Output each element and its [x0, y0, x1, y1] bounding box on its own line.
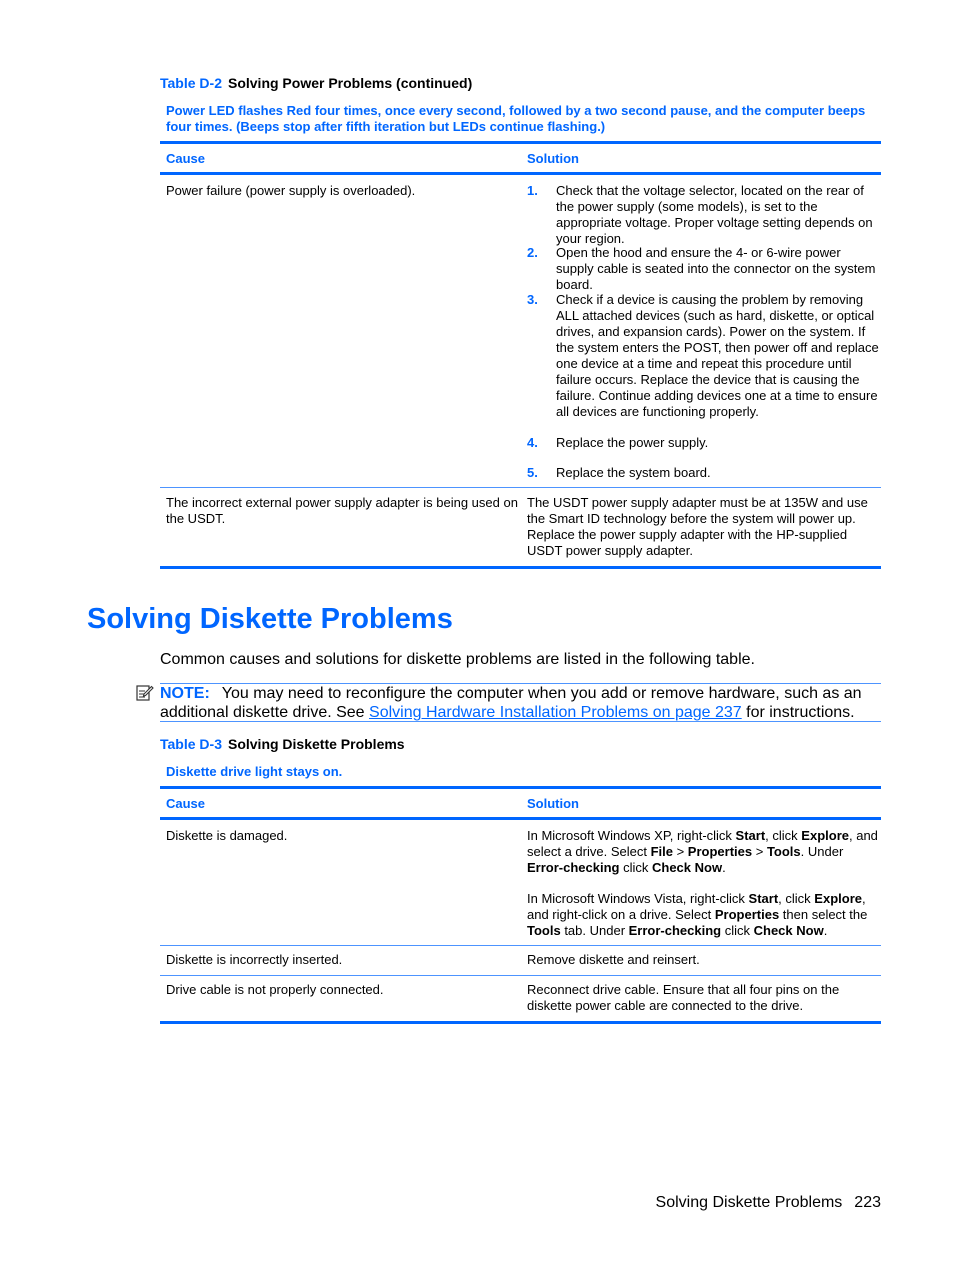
- table-d2-label: Table D-2: [160, 75, 222, 91]
- table-d3-caption: [160, 736, 405, 752]
- table-d3-xp-solution: [527, 828, 881, 876]
- step-text: Replace the power supply.: [556, 435, 709, 450]
- step-number: 4.: [527, 435, 538, 450]
- text-run: then select the: [779, 907, 868, 922]
- page-number: 223: [854, 1194, 881, 1211]
- bold-run: Start: [748, 891, 779, 906]
- bold-run: File: [650, 844, 673, 859]
- table-d3-top-rule: [160, 786, 881, 789]
- bold-run: Explore: [814, 891, 862, 906]
- table-d3-vista-solution: [527, 891, 881, 939]
- table-d3-row-divider-2: [160, 975, 881, 976]
- step-text: Check that the voltage selector, located on the rear of the power supply (some models), is set to the appropriate voltage. Proper voltage setting depends on your region.: [556, 183, 873, 246]
- bold-run: Properties: [714, 907, 780, 922]
- table-d2-condition: Power LED flashes Red four times, once every second, followed by a two second pause, and the computer beeps four times. (Beeps stop after fifth iteration but LEDs continue flashing.): [166, 103, 866, 134]
- step-3: [527, 292, 881, 420]
- table-d2-bottom-rule: [160, 566, 881, 569]
- page-title: Solving Diskette Problems: [87, 603, 453, 635]
- text-run: tab. Under: [560, 923, 629, 938]
- bold-run: Properties: [687, 844, 753, 859]
- text-run: >: [672, 844, 688, 859]
- text-run: . Under: [800, 844, 844, 859]
- text-run: , and right-click on a drive. Select: [527, 891, 866, 922]
- table-d3-row1-cause: Diskette is damaged.: [166, 828, 288, 843]
- text-run: click: [721, 923, 754, 938]
- text-run: click: [619, 860, 652, 875]
- table-d2-row2-cause: The incorrect external power supply adapter is being used on the USDT.: [166, 495, 518, 526]
- table-d2-col-cause: Cause: [166, 151, 206, 166]
- table-d3-col-solution: Solution: [527, 796, 579, 811]
- note-label: NOTE:: [160, 685, 210, 702]
- table-d3-row2-solution: Remove diskette and reinsert.: [527, 952, 700, 967]
- table-d2-col-solution: Solution: [527, 151, 579, 166]
- table-d2-row2-solution: The USDT power supply adapter must be at 135W and use the Smart ID technology before the system will power up. Replace the power supply adapter with the HP-supplied USDT power supply adapter.: [527, 495, 868, 558]
- text-run: >: [752, 844, 767, 859]
- bold-run: Tools: [766, 844, 801, 859]
- step-2: [527, 245, 881, 292]
- note-bottom-rule: [160, 721, 881, 722]
- step-number: 5.: [527, 465, 538, 480]
- table-d3-row2-cause: Diskette is incorrectly inserted.: [166, 952, 343, 967]
- table-d3-title: Solving Diskette Problems: [227, 736, 405, 752]
- table-d2-header-rule: [160, 172, 881, 175]
- step-text: Check if a device is causing the problem by removing ALL attached devices (such as hard, diskette, or optical drives, and expansion cards). Power on the system. If the system enters the POST, then power off and replace one device at a time and repeat this procedure until failure occurs. Replace the device that is causing the failure. Continue adding devices one at a time to ensure all devices are functioning properly.: [556, 292, 879, 419]
- table-d2-row-divider: [160, 487, 881, 488]
- note-body: [160, 684, 881, 722]
- text-run: .: [722, 860, 726, 875]
- page-footer: [656, 1194, 881, 1212]
- table-d3-bottom-rule: [160, 1021, 881, 1024]
- bold-run: Error-checking: [628, 923, 722, 938]
- table-d3-col-cause: Cause: [166, 796, 206, 811]
- text-run: , click: [765, 828, 802, 843]
- bold-run: Tools: [527, 923, 561, 938]
- step-number: 3.: [527, 292, 538, 307]
- table-d2-row1-cause: Power failure (power supply is overloaded).: [166, 183, 416, 198]
- step-5: [527, 465, 881, 481]
- note-pencil-icon: [136, 683, 154, 701]
- step-1: [527, 183, 881, 246]
- bold-run: Start: [735, 828, 766, 843]
- step-text: Replace the system board.: [556, 465, 711, 480]
- table-d3-row3-solution: Reconnect drive cable. Ensure that all four pins on the diskette power cable are connected to the drive.: [527, 982, 840, 1013]
- step-4: [527, 435, 881, 451]
- section-intro: Common causes and solutions for diskette problems are listed in the following table.: [160, 651, 755, 668]
- table-d3-header-rule: [160, 817, 881, 820]
- text-run: , click: [778, 891, 815, 906]
- step-text: Open the hood and ensure the 4- or 6-wire power supply cable is seated into the connector on the system board.: [556, 245, 876, 292]
- bold-run: Explore: [801, 828, 849, 843]
- note-link[interactable]: Solving Hardware Installation Problems on page 237: [369, 704, 742, 721]
- table-d2-title: Solving Power Problems (continued): [227, 75, 473, 91]
- step-number: 1.: [527, 183, 538, 198]
- table-d3-label: Table D-3: [160, 736, 222, 752]
- bold-run: Check Now: [753, 923, 824, 938]
- text-run: , and select a drive. Select: [527, 828, 878, 859]
- table-d2-top-rule: [160, 141, 881, 144]
- note-text-part2: for instructions.: [741, 704, 855, 721]
- table-d2-caption: [160, 75, 472, 91]
- table-d3-condition: Diskette drive light stays on.: [166, 764, 343, 779]
- text-run: In Microsoft Windows XP, right-click: [527, 828, 736, 843]
- table-d3-row3-cause: Drive cable is not properly connected.: [166, 982, 384, 997]
- footer-title: Solving Diskette Problems: [655, 1194, 843, 1211]
- bold-run: Error-checking: [527, 860, 620, 875]
- text-run: .: [823, 923, 828, 938]
- step-number: 2.: [527, 245, 538, 260]
- note-text-part1: You may need to reconfigure the computer when you add or remove hardware, such as an additional diskette drive. See: [160, 685, 862, 721]
- table-d3-row-divider-1: [160, 945, 881, 946]
- bold-run: Check Now: [651, 860, 723, 875]
- text-run: In Microsoft Windows Vista, right-click: [527, 891, 749, 906]
